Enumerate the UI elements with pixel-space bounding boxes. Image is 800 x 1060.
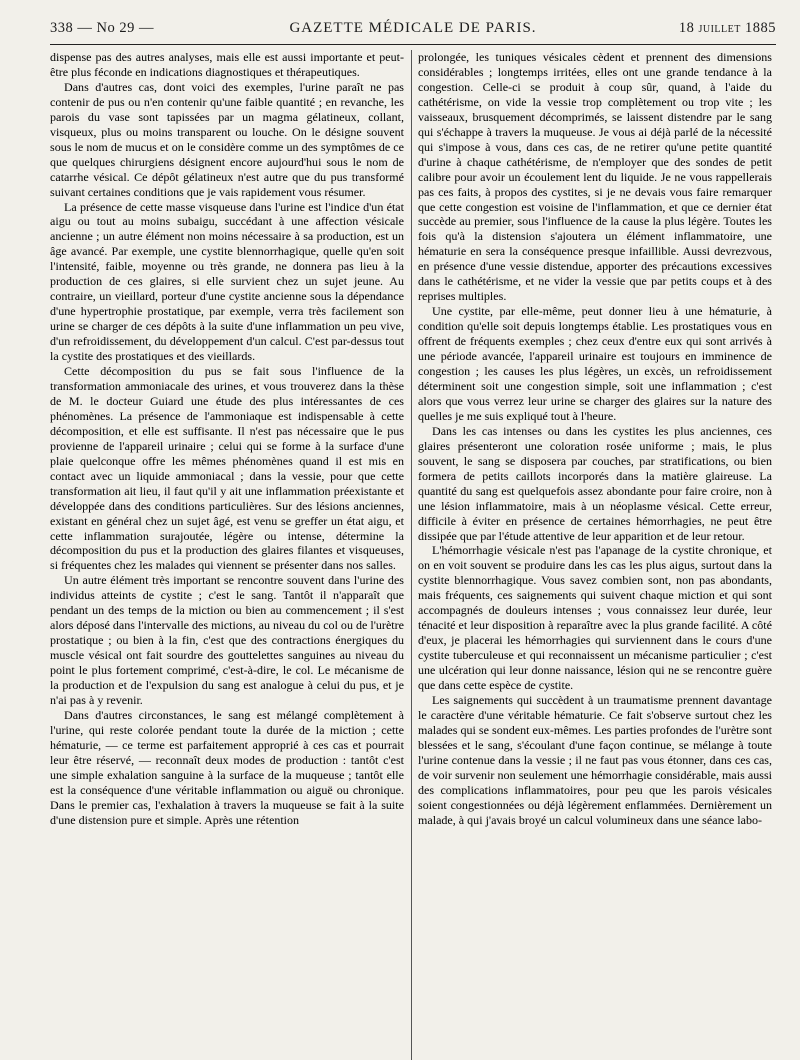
right-column [418, 50, 772, 828]
paragraph: Une cystite, par elle-même, peut donner lieu à une hématurie, à condition qu'elle soit depuis longtemps établie. Les prostatiques vous en offrent de fréquents exemples ; chez ceux d'entre eux qui sont arrivés à une période avancée, l'appareil urinaire est toujours en imminence de congestion ; les causes les plus légères, un excès, un refroidissement déterminent soit une congestion simple, soit une inflammation ; c'est alors que vous verrez leur urine se charger des glaires sur la nature des quelles je me suis expliqué tout à l'heure. [418, 304, 772, 423]
article-columns [50, 50, 776, 1060]
paragraph: dispense pas des autres analyses, mais elle est aussi importante et peut-être plus féconde en indications diagnostiques et thérapeutiques. [50, 50, 404, 79]
paragraph: L'hémorrhagie vésicale n'est pas l'apanage de la cystite chronique, et on en voit souvent se produire dans les cas les plus aigus, surtout dans la cystite blennorrhagique. Vous savez combien sont, non pas abondants, mais fréquents, ces saignements qui suivent chaque miction et qui sont accompagnés de douleurs intenses ; vous connaissez leur durée, leur ténacité et leur disposition à reparaître avec la plus grande facilité. A côté d'eux, je placerai les hémorrhagies qui surviennent dans le cours d'une cystite tuberculeuse et qui reconnaissent un mécanisme particulier ; c'est une ulcération qui leur donne naissance, lésion qui ne se rencontre guère que dans cette espèce de cystite. [418, 543, 772, 693]
paragraph: Dans d'autres cas, dont voici des exemples, l'urine paraît ne pas contenir de pus ou n'en contenir qu'une faible quantité ; en revanche, les parois du vase sont tapissées par un magma gélatineux, collant, visqueux, plus ou moins transparent ou louche. On le désigne souvent sous le nom de mucus et on le considère comme un des symptômes de ce que quelques chirurgiens désignent encore aujourd'hui sous le nom de catarrhe vésical. Ce dépôt gélatineux n'est autre que du pus transformé suivant certaines conditions que je vais rapidement vous résumer. [50, 79, 404, 199]
left-column [50, 50, 404, 828]
paragraph: Un autre élément très important se rencontre souvent dans l'urine des individus atteints de cystite ; c'est le sang. Tantôt il n'apparaît que pendant un des temps de la miction ou bien au commencement ; il s'est alors déposé dans l'intervalle des mictions, au niveau du col ou de l'urètre prostatique ; ou bien à la fin, c'est que des contractions énergiques du muscle vésical ont fait sourdre des gouttelettes sanguines au niveau du point le plus fortement comprimé, c'est-à-dire, le col. Le mécanisme de la production et de l'expulsion du sang est analogue à celui du pus, et je n'ai pas à y revenir. [50, 573, 404, 707]
paragraph: prolongée, les tuniques vésicales cèdent et prennent des dimensions considérables ; longtemps irritées, elles ont une grande tendance à la congestion. Celle-ci se produit à coup sûr, quand, à l'aide du cathétérisme, on vide la vessie trop complètement ou trop vite ; les vaisseaux, brusquement décomprimés, se laissent distendre par le sang qui s'échappe à travers la muqueuse. Je vous ai déjà parlé de la nécessité qui s'impose à vous, dans ces cas, de ne retirer qu'une petite quantité d'urine à chaque cathétérisme, de n'employer que des sondes de petit calibre pour avoir un écoulement lent du liquide. Je ne vous rappellerais pas ces faits, à propos des cystites, si je ne devais vous faire remarquer que cette congestion est voisine de l'inflammation, et que ce dernier état succède au premier, sous l'influence de la cause la plus légère. Toutes les fois qu'à la distension s'ajoutera un élément inflammatoire, une hématurie en sera la conséquence presque infaillible. Aussi devrezvous, en présence d'une vessie distendue, apporter des précautions excessives dans le cathétérisme, et ne vider la vessie que par petits coups et à des reprises multiples. [418, 50, 772, 304]
column-divider [411, 50, 412, 1060]
paragraph: Dans d'autres circonstances, le sang est mélangé complètement à l'urine, qui reste colorée pendant toute la durée de la miction ; cette hématurie, — ce terme est parfaitement approprié à ces cas et pourrait leur être réservé, — reconnaît deux modes de production : tantôt c'est une simple exhalation sanguine à la surface de la muqueuse ; tantôt elle est la conséquence d'une véritable inflammation ou aiguë ou chronique. Dans le premier cas, l'exhalation à travers la muqueuse se fait à la suite d'une distension pure et simple. Après une rétention [50, 707, 404, 827]
issue-date: 18 juillet 1885 [678, 20, 776, 36]
page-header [50, 18, 776, 45]
journal-title: GAZETTE MÉDICALE DE PARIS. [289, 20, 537, 36]
paragraph: Les saignements qui succèdent à un traumatisme prennent davantage le caractère d'une véritable hématurie. Ce fait s'observe surtout chez les malades qui se sondent eux-mêmes. Les parties profondes de l'urètre sont blessées et le sang, s'écoulant d'une façon continue, se mélange à toute l'urine contenue dans la vessie ; il ne faut pas vous étonner, dans ces cas, de voir survenir non seulement une hémorrhagie considérable, mais aussi des complications inflammatoires, pour peu que les parois vésicales soient congestionnées ou déjà légèrement enflammées. Dernièrement un malade, à qui j'avais broyé un calcul volumineux dans une séance labo- [418, 692, 772, 827]
page-number-issue: 338 — No 29 — [50, 20, 154, 36]
paragraph: Dans les cas intenses ou dans les cystites les plus anciennes, ces glaires présenteront une coloration rosée uniforme ; mais, le plus souvent, le sang se disposera par couches, par stratifications, ou bien formera de petits caillots incorporés dans la matière glaireuse. La quantité du sang est quelquefois assez abondante pour faire croire, non à une lésion inflammatoire, mais à un néoplasme vésical. Cette erreur, difficile à éviter en présence de certaines hémorrhagies, ne peut être dissipée que par l'étude attentive de leur apparition et de leur retour. [418, 423, 772, 543]
paragraph: Cette décomposition du pus se fait sous l'influence de la transformation ammoniacale des urines, et vous trouverez dans la thèse de M. le docteur Guiard une étude des plus intéressantes de ces phénomènes. La présence de l'ammoniaque est indispensable à cette décomposition, et elle est suffisante. Il n'est pas nécessaire que le pus provienne de l'appareil urinaire ; celui qui se forme à la surface d'une plaie quelconque offre les mêmes phénomènes quand il est mis en contact avec un liquide ammoniacal ; dans la vessie, pour que cette transformation ait lieu, il faut qu'il y ait une inflammation préexistante et développée dans des conditions particulières. Sur des lésions anciennes, existant en général chez un sujet âgé, est venu se greffer un état aigu, et cette inflammation surajoutée, légère ou intense, détermine la décomposition du pus et la production des glaires filantes et visqueuses, si fréquentes chez les malades qui viennent se présenter dans nos salles. [50, 364, 404, 573]
paragraph: La présence de cette masse visqueuse dans l'urine est l'indice d'un état aigu ou tout au moins subaigu, succédant à une affection vésicale ancienne ; un autre élément non moins nécessaire à sa production, est un âge avancé. Par exemple, une cystite blennorrhagique, quelle qu'en soit l'intensité, faible, moyenne ou très grande, ne donnera pas lieu à la production de ces glaires, si elle survient chez un sujet jeune. Au contraire, un vieillard, porteur d'une cystite ancienne sous la dépendance d'une hypertrophie prostatique, par exemple, verra très facilement son urine se charger de ces dépôts à la suite d'une inflammation un peu vive, d'un refroidissement, du développement d'un calcul. C'est par-dessus tout la cystite des prostatiques et des vieillards. [50, 199, 404, 364]
